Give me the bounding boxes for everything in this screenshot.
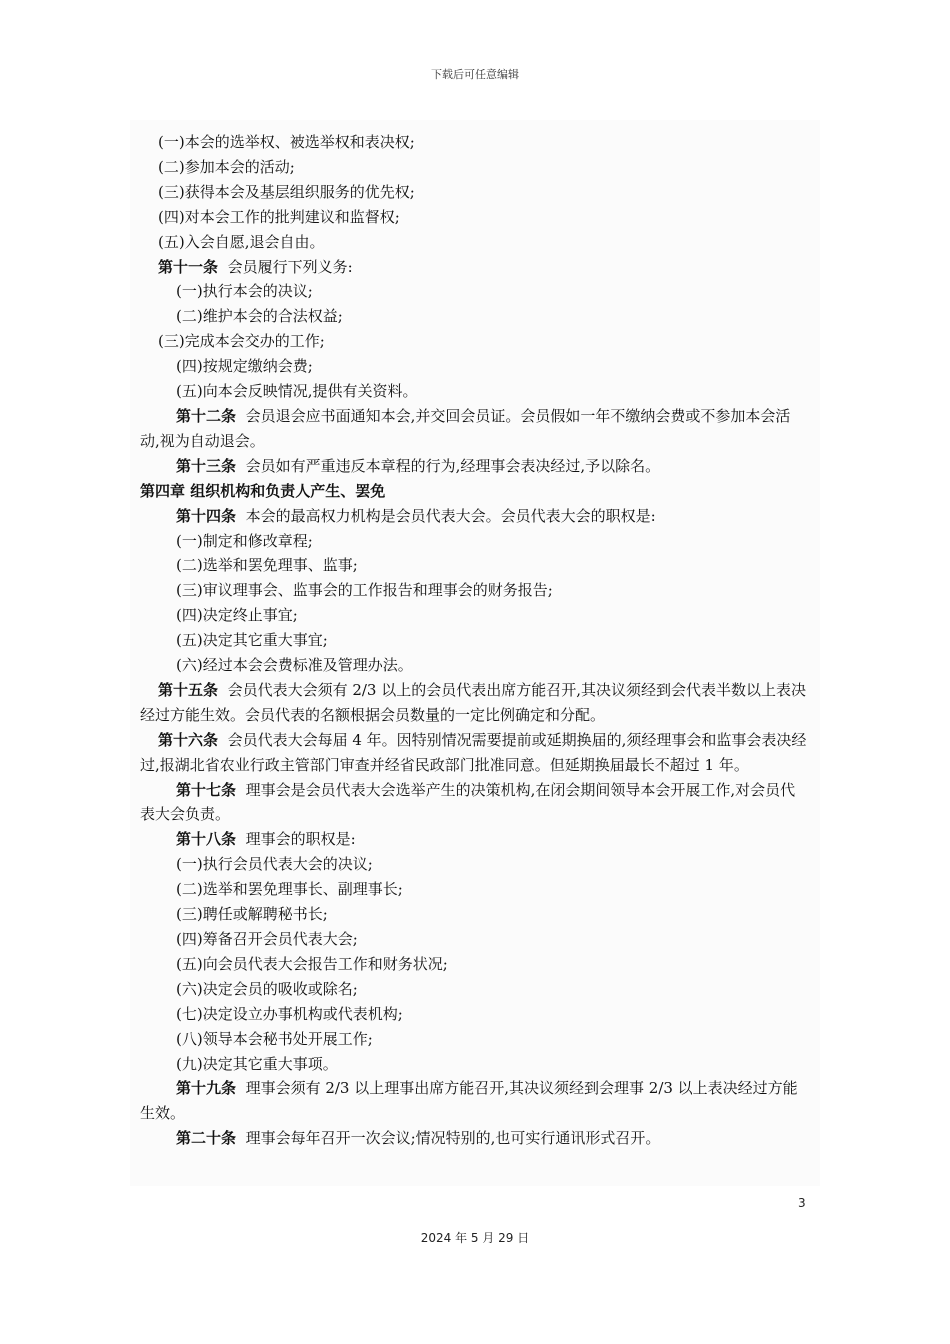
duty-item-1: (一)执行本会的决议; bbox=[176, 282, 313, 301]
power-item-2: (二)选举和罢免理事、监事; bbox=[176, 556, 358, 575]
article-16-title: 第十六条 bbox=[158, 730, 219, 749]
council-item-3: (三)聘任或解聘秘书长; bbox=[176, 905, 328, 924]
right-item-5: (五)入会自愿,退会自由。 bbox=[158, 232, 325, 251]
article-13-title: 第十三条 bbox=[176, 456, 237, 475]
article-11-title: 第十一条 bbox=[158, 257, 219, 276]
council-item-4: (四)筹备召开会员代表大会; bbox=[176, 930, 358, 948]
article-15-text: 会员代表大会须有 2/3 以上的会员代表出席方能召开,其决议须经到会代表半数以上表决经过方能生效。会员代表的名额根据会员数量的一定比例确定和分配。 bbox=[140, 680, 807, 724]
duty-item-5: (五)向本会反映情况,提供有关资料。 bbox=[176, 382, 418, 401]
right-item-2: (二)参加本会的活动; bbox=[158, 157, 295, 176]
article-19-text: 理事会须有 2/3 以上理事出席方能召开,其决议须经到会理事 2/3 以上表决经过方能生效。 bbox=[140, 1079, 798, 1123]
article-13 bbox=[140, 454, 810, 479]
page-header: 下载后可任意编辑 bbox=[431, 68, 519, 81]
power-item-4: (四)决定终止事宜; bbox=[176, 606, 298, 625]
footer-date: 2024 年 5 月 29 日 bbox=[420, 1231, 530, 1245]
article-15-title: 第十五条 bbox=[158, 680, 219, 699]
article-20-title: 第二十条 bbox=[176, 1129, 237, 1148]
article-19 bbox=[140, 1076, 810, 1126]
article-11-text: 会员履行下列义务: bbox=[227, 257, 353, 276]
power-item-5: (五)决定其它重大事宜; bbox=[176, 631, 328, 650]
council-item-2: (二)选举和罢免理事长、副理事长; bbox=[176, 880, 403, 899]
duty-item-2: (二)维护本会的合法权益; bbox=[176, 307, 343, 326]
council-item-1: (一)执行会员代表大会的决议; bbox=[176, 855, 373, 874]
article-18-title: 第十八条 bbox=[176, 830, 237, 849]
document-body bbox=[130, 120, 820, 1186]
article-17-title: 第十七条 bbox=[176, 780, 237, 799]
article-11 bbox=[140, 255, 810, 280]
article-14-title: 第十四条 bbox=[176, 506, 237, 525]
article-14-text: 本会的最高权力机构是会员代表大会。会员代表大会的职权是: bbox=[245, 506, 656, 525]
page-number: 3 bbox=[798, 1196, 806, 1210]
power-item-1: (一)制定和修改章程; bbox=[176, 531, 313, 550]
power-item-3: (三)审议理事会、监事会的工作报告和理事会的财务报告; bbox=[176, 581, 553, 600]
article-20 bbox=[140, 1126, 810, 1151]
article-16-text: 会员代表大会每届 4 年。因特别情况需要提前或延期换届的,须经理事会和监事会表决经过,报湖北省农业行政主管部门审查并经省民政部门批准同意。但延期换届最长不超过 1 年。 bbox=[140, 730, 807, 774]
article-14 bbox=[140, 504, 810, 529]
article-12-title: 第十二条 bbox=[176, 406, 237, 425]
right-item-1: (一)本会的选举权、被选举权和表决权; bbox=[158, 133, 415, 151]
council-item-7: (七)决定设立办事机构或代表机构; bbox=[176, 1004, 403, 1023]
article-16 bbox=[140, 728, 810, 778]
right-item-3: (三)获得本会及基层组织服务的优先权; bbox=[158, 182, 415, 201]
article-17-text: 理事会是会员代表大会选举产生的决策机构,在闭会期间领导本会开展工作,对会员代表大会负责。 bbox=[140, 780, 796, 824]
council-item-5: (五)向会员代表大会报告工作和财务状况; bbox=[176, 954, 448, 973]
chapter-4-heading: 第四章 组织机构和负责人产生、罢免 bbox=[140, 481, 386, 500]
article-20-text: 理事会每年召开一次会议;情况特别的,也可实行通讯形式召开。 bbox=[245, 1129, 661, 1148]
article-18 bbox=[140, 827, 810, 852]
council-item-8: (八)领导本会秘书处开展工作; bbox=[176, 1029, 373, 1048]
duty-item-3: (三)完成本会交办的工作; bbox=[158, 332, 325, 351]
article-12-text: 会员退会应书面通知本会,并交回会员证。会员假如一年不缴纳会费或不参加本会活动,视为自动退会。 bbox=[140, 406, 791, 450]
power-item-6: (六)经过本会会费标准及管理办法。 bbox=[176, 656, 413, 675]
right-item-4: (四)对本会工作的批判建议和监督权; bbox=[158, 207, 400, 226]
duty-item-4: (四)按规定缴纳会费; bbox=[176, 357, 313, 376]
article-17 bbox=[140, 778, 810, 828]
article-19-title: 第十九条 bbox=[176, 1079, 237, 1098]
article-15 bbox=[140, 678, 810, 728]
article-12 bbox=[140, 404, 810, 454]
council-item-9: (九)决定其它重大事项。 bbox=[176, 1054, 338, 1073]
article-13-text: 会员如有严重违反本章程的行为,经理事会表决经过,予以除名。 bbox=[245, 456, 661, 475]
article-18-text: 理事会的职权是: bbox=[245, 830, 356, 849]
council-item-6: (六)决定会员的吸收或除名; bbox=[176, 979, 358, 998]
